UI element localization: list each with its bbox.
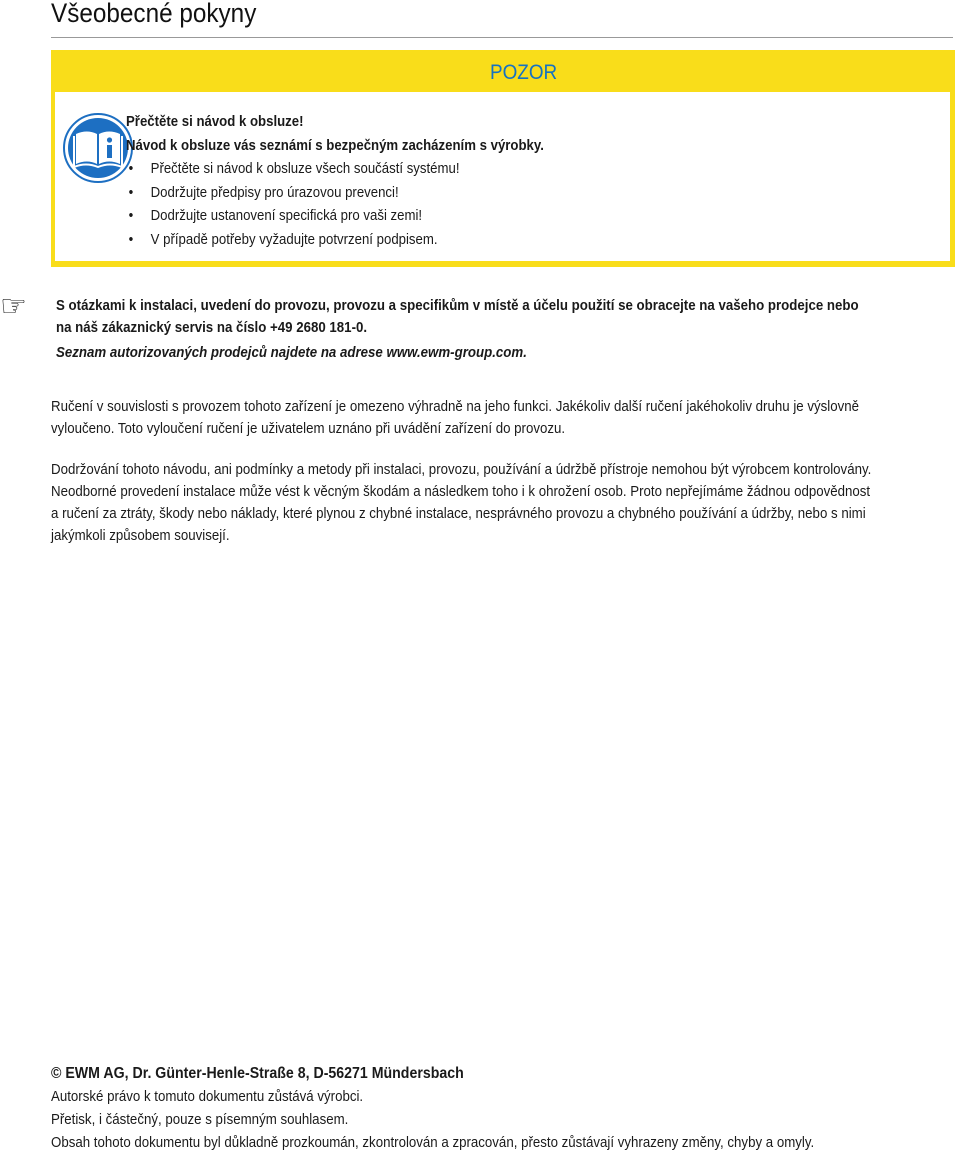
manual-intro-line: Návod k obsluze vás seznámí s bezpečným zacházením s výrobky.: [126, 136, 544, 154]
footer: [51, 1062, 958, 1154]
list-item: • V případě potřeby vyžadujte potvrzení podpisem.: [126, 228, 830, 252]
paragraph-line: vyloučeno. Toto vyloučení ručení je uživatelem uznáno při uvádění zařízení do provozu.: [51, 420, 566, 437]
reprint-line: Přetisk, i částečný, pouze s písemným souhlasem.: [51, 1111, 349, 1128]
paragraph-line: a ručení za ztráty, škody nebo náklady, které plynou z chybné instalace, nesprávného provozu a chybného používání a údržby, nebo s nimi: [51, 505, 866, 522]
liability-paragraph: [51, 396, 958, 440]
read-manual-icon: [62, 112, 134, 184]
warning-text: [126, 110, 830, 251]
note-line: na náš zákaznický servis na číslo +49 2680 181-0.: [56, 319, 368, 336]
list-item: • Přečtěte si návod k obsluze všech součástí systému!: [126, 157, 830, 181]
paragraph-line: Dodržování tohoto návodu, ani podmínky a metody při instalaci, provozu, používání a údržbě přístroje nemohou být výrobcem kontrolovány.: [51, 461, 872, 478]
company-address: © EWM AG, Dr. Günter-Henle-Straße 8, D-56271 Mündersbach: [51, 1065, 464, 1082]
note-line: S otázkami k instalaci, uvedení do provozu, provozu a specifikům v místě a účelu použití se obracejte na vašeho prodejce nebo: [56, 297, 859, 314]
dealer-list-note: Seznam autorizovaných prodejců najdete na adrese www.ewm-group.com.: [56, 344, 527, 361]
warning-box: [51, 50, 955, 267]
copyright-line: Autorské právo k tomuto dokumentu zůstává výrobci.: [51, 1088, 364, 1105]
page-title: Všeobecné pokyny: [51, 0, 257, 28]
warning-heading: POZOR: [490, 61, 558, 84]
paragraph-line: Neodborné provedení instalace může vést k věcným škodám a následkem toho i k ohrožení osob. Proto nepřejímáme žádnou odpovědnost: [51, 483, 871, 500]
warning-content: [55, 92, 950, 261]
warning-list: [126, 157, 830, 251]
pointing-hand-icon: ☞: [0, 289, 27, 324]
disclaimer-line: Obsah tohoto dokumentu byl důkladně prozkoumán, zkontrolován a zpracován, přesto zůstávají vyhrazeny změny, chyby a omyly.: [51, 1134, 815, 1151]
read-manual-line: Přečtěte si návod k obsluze!: [126, 113, 304, 130]
compliance-paragraph: [51, 459, 958, 547]
paragraph-line: jakýmkoli způsobem souvisejí.: [51, 527, 230, 544]
list-item: • Dodržujte ustanovení specifická pro vaši zemi!: [126, 204, 830, 228]
paragraph-line: Ručení v souvislosti s provozem tohoto zařízení je omezeno výhradně na jeho funkci. Jakékoliv další ručení jakéhokoliv druhu je výslovně: [51, 398, 859, 415]
service-note: [56, 295, 959, 364]
title-divider: [51, 37, 953, 38]
list-item: • Dodržujte předpisy pro úrazovou prevenci!: [126, 181, 830, 205]
